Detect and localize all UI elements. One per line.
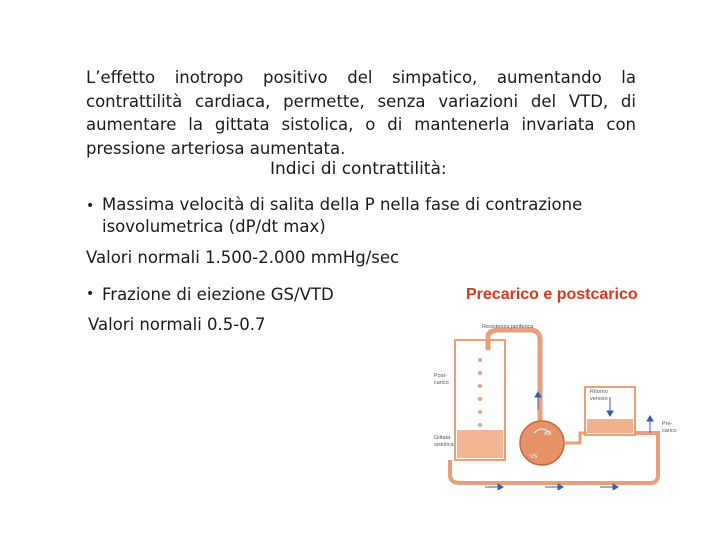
bullet-marker: •	[86, 286, 95, 302]
afterload-fluid	[457, 430, 503, 458]
bullet-item-ejection-fraction	[86, 285, 334, 304]
arterial-vessel	[488, 330, 540, 425]
section-heading: Indici di contrattilità:	[270, 159, 447, 179]
heart-to-reservoir-vessel	[564, 433, 587, 443]
preload-afterload-diagram	[430, 315, 690, 490]
label-precarico-1: Pre-	[662, 421, 673, 427]
label-vs: VS	[530, 454, 538, 460]
label-resistenza: Resistenza periferica	[482, 324, 534, 330]
afterload-drops	[478, 358, 482, 427]
label-ritorno-2: venoso	[590, 396, 608, 402]
bullet-text: Massima velocità di salita della P nella fase di contrazione isovolumetrica (dP/dt max)	[102, 195, 583, 236]
label-gittata-2: sistolica	[434, 442, 454, 448]
normal-values-dpdt: Valori normali 1.500-2.000 mmHg/sec	[86, 248, 400, 267]
label-gittata-1: Gittata	[434, 435, 451, 441]
label-postcarico-2: carico	[434, 380, 449, 386]
preload-fluid	[587, 419, 633, 433]
label-ritorno-1: Ritorno	[590, 389, 608, 395]
flow-arrows	[485, 392, 653, 490]
label-precarico-2: carico	[662, 428, 677, 434]
intro-paragraph: L’effetto inotropo positivo del simpatico, aumentando la contrattilità cardiaca, permette, senza variazioni del VTD, di aumentare la gittata sistolica, o di mantenerla invariata con pressione arteriosa aumentata.	[86, 68, 636, 158]
normal-values-ejection-fraction: Valori normali 0.5-0.7	[88, 315, 266, 334]
bullet-item-dpdt	[86, 194, 626, 238]
figure-title: Precarico e postcarico	[466, 286, 638, 303]
bullet-text: Frazione di eiezione GS/VTD	[102, 285, 334, 304]
bullet-marker: •	[86, 198, 95, 214]
label-as: AS	[544, 431, 552, 437]
heart	[520, 421, 564, 465]
label-postcarico-1: Post-	[434, 373, 447, 379]
